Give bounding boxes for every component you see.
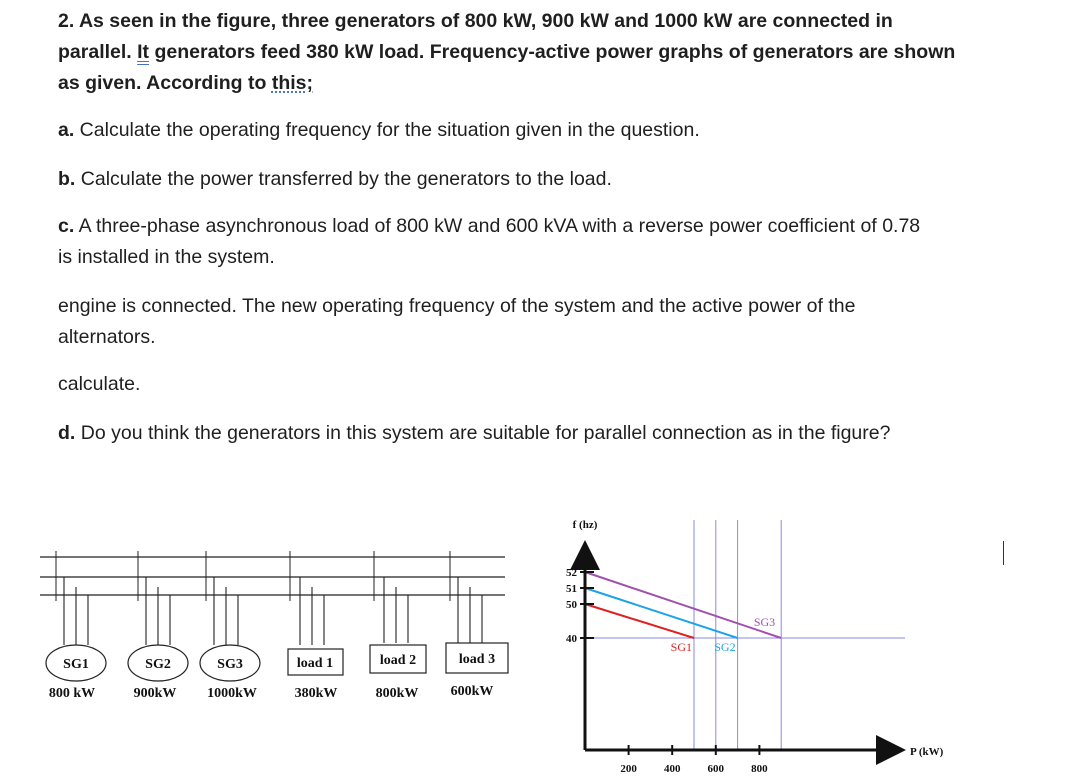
y-axis-label: f (hz) xyxy=(572,519,598,531)
series-label-sg3: SG3 xyxy=(753,615,776,629)
y-tick-label-51: 51 xyxy=(566,583,577,595)
y-tick-label-50: 50 xyxy=(566,599,577,611)
sg1-rating: 800 kW xyxy=(48,686,96,701)
x-tick-label-400: 400 xyxy=(663,763,681,775)
sg1-label: SG1 xyxy=(63,657,89,672)
grammar-flag-this: this; xyxy=(271,72,313,94)
series-line-sg3 xyxy=(585,572,781,638)
y-tick-label-40: 40 xyxy=(566,633,577,645)
series-label-sg1: SG1 xyxy=(670,640,692,654)
bus-ticks xyxy=(56,551,450,601)
frequency-power-chart xyxy=(566,519,944,775)
circuit-diagram xyxy=(40,551,508,681)
sg3-rating: 1000kW xyxy=(207,686,257,701)
engine-line-1: engine is connected. The new operating frequency of the system and the active power of the xyxy=(58,295,856,317)
chart-gridlines xyxy=(585,520,905,750)
sg2-label: SG2 xyxy=(145,657,171,672)
x-tick-label-600: 600 xyxy=(707,763,725,775)
load1-label: load 1 xyxy=(296,656,334,671)
figure xyxy=(0,500,1000,780)
part-c-line-2: is installed in the system. xyxy=(58,246,275,268)
engine-line-2: alternators. xyxy=(58,326,156,348)
part-d: d. Do you think the generators in this system are suitable for parallel connection as in the figure? xyxy=(58,422,891,444)
calculate-line: calculate. xyxy=(58,373,141,395)
question-title-line-2: parallel. It generators feed 380 kW load. Frequency-active power graphs of generators are shown xyxy=(58,41,956,63)
x-tick-label-800: 800 xyxy=(751,763,768,775)
busbars xyxy=(40,557,505,595)
text-cursor xyxy=(1003,541,1004,565)
sg2-rating: 900kW xyxy=(133,686,177,701)
x-tick-label-200: 200 xyxy=(620,763,637,775)
load3-rating: 600kW xyxy=(450,684,494,699)
load1-rating: 380kW xyxy=(294,686,338,701)
series-line-sg1 xyxy=(585,604,694,638)
part-c-line-1: c. A three-phase asynchronous load of 800 kW and 600 kVA with a reverse power coefficient of 0.78 xyxy=(58,215,921,237)
circuit-labels xyxy=(49,652,495,701)
part-a: a. Calculate the operating frequency for the situation given in the question. xyxy=(58,119,700,141)
series-line-sg2 xyxy=(585,588,738,638)
part-b: b. Calculate the power transferred by the generators to the load. xyxy=(58,168,612,190)
load2-label: load 2 xyxy=(379,653,417,668)
question-title-line-1: 2. As seen in the figure, three generators of 800 kW, 900 kW and 1000 kW are connected in xyxy=(58,10,893,32)
x-axis-label: P (kW) xyxy=(910,746,944,758)
load2-rating: 800kW xyxy=(375,686,419,701)
grammar-flag-it: It xyxy=(137,41,150,63)
y-tick-label-52: 52 xyxy=(566,567,577,579)
load3-label: load 3 xyxy=(458,652,496,667)
chart-series xyxy=(585,572,781,638)
sg3-label: SG3 xyxy=(217,657,243,672)
series-label-sg2: SG2 xyxy=(714,640,736,654)
drop-conductors xyxy=(64,577,482,645)
question-title-line-3: as given. According to this; xyxy=(58,72,313,94)
